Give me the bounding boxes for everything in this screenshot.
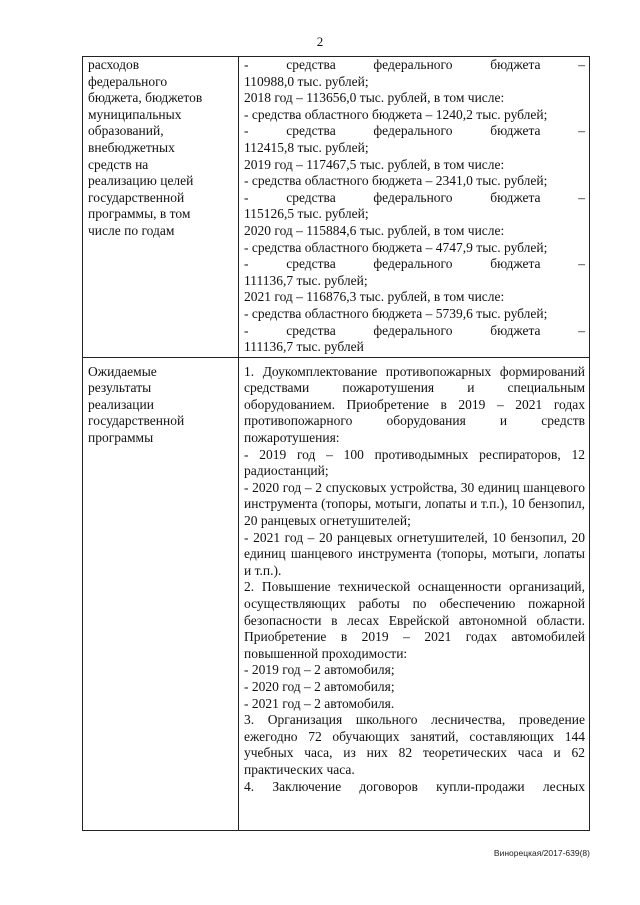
label-line: расходов [88,57,140,72]
label-line: средств на [88,156,149,172]
label-line: государственной [88,189,185,205]
funding-line: 115126,5 тыс. рублей; [244,206,369,222]
result-paragraph: - 2021 год – 20 ранцевых огнетушителей, 10 бензопил, 20 единиц шанцевого инструмента (топоры, мотыги, лопаты и т.п.). [244,529,585,578]
funding-line: 112415,8 тыс. рублей; [244,139,369,155]
result-paragraph: - 2020 год – 2 автомобиля; [244,678,395,694]
label-line: государственной [88,413,185,429]
label-line: муниципальных [88,106,182,122]
result-paragraph: - 2019 год – 100 противодымных респираторов, 12 радиостанций; [244,446,585,479]
result-paragraph: 1. Доукомплектование противопожарных формирований средствами пожаротушения и специальным оборудованием. Приобретение в 2019 – 2021 годах противопожарного оборудования и средств пожаротушения: [244,363,585,446]
program-passport-table [82,56,590,831]
result-paragraph: 4. Заключение договоров купли-продажи лесных [244,778,585,794]
funding-label-cell [83,57,239,358]
funding-line: 2019 год – 117467,5 тыс. рублей, в том числе: [244,156,505,172]
label-line: программы [88,430,154,446]
funding-line: 2018 год – 113656,0 тыс. рублей, в том числе: [244,90,505,106]
funding-line: - средства областного бюджета – 5739,6 тыс. рублей; [244,305,548,321]
funding-line: - средства федерального бюджета – [244,123,585,139]
funding-line: - средства федерального бюджета – [244,189,585,205]
document-reference: Винорецкая/2017-639(8) [493,848,590,858]
result-paragraph: 3. Организация школьного лесничества, проведение ежегодно 72 обучающих занятий, составляющих 144 учебных часа, из них 82 теоретических часа и 62 практических часа. [244,712,585,777]
funding-line: - средства областного бюджета – 1240,2 тыс. рублей; [244,106,548,122]
funding-line: 2021 год – 116876,3 тыс. рублей, в том числе: [244,289,505,305]
funding-line: - средства федерального бюджета – [244,57,585,72]
result-paragraph: - 2020 год – 2 спусковых устройства, 30 единиц шанцевого инструмента (топоры, мотыги, лопаты и т.п.), 10 бензопил, 20 ранцевых огнетушителей; [244,479,585,529]
result-paragraph: 2. Повышение технической оснащенности организаций, осуществляющих работы по обеспечению пожарной безопасности в лесах Еврейской автономной области. Приобретение в 2019 – 2021 годах автомобилей повышенной проходимости: [244,579,585,661]
label-line: образований, [88,123,164,139]
label-line: Ожидаемые [88,363,157,379]
funding-line: 110988,0 тыс. рублей; [244,73,369,89]
page-number: 2 [316,34,324,49]
label-line: реализации [88,396,154,412]
results-label-cell [83,357,239,830]
label-line: числе по годам [88,222,175,238]
label-line: результаты [88,380,152,396]
funding-line: 2020 год – 115884,6 тыс. рублей, в том числе: [244,222,505,238]
results-text-cell [239,357,590,830]
result-paragraph: - 2021 год – 2 автомобиля. [244,695,395,711]
table-row-results [83,357,590,830]
label-line: внебюджетных [88,139,175,155]
funding-line: - средства федерального бюджета – [244,322,585,338]
funding-line: 111136,7 тыс. рублей; [244,272,368,288]
label-line: федерального [88,73,168,89]
table-row-funding [83,57,590,358]
result-paragraph: - 2019 год – 2 автомобиля; [244,662,395,678]
label-line: бюджета, бюджетов [88,90,203,106]
label-line: программы, в том [88,206,191,222]
funding-line: - средства федерального бюджета – [244,256,585,272]
funding-line: 111136,7 тыс. рублей [244,339,364,355]
label-line: реализацию целей [88,173,194,189]
funding-line: - средства областного бюджета – 4747,9 тыс. рублей; [244,239,548,255]
funding-values-cell [239,57,590,358]
funding-line: - средства областного бюджета – 2341,0 тыс. рублей; [244,173,548,189]
